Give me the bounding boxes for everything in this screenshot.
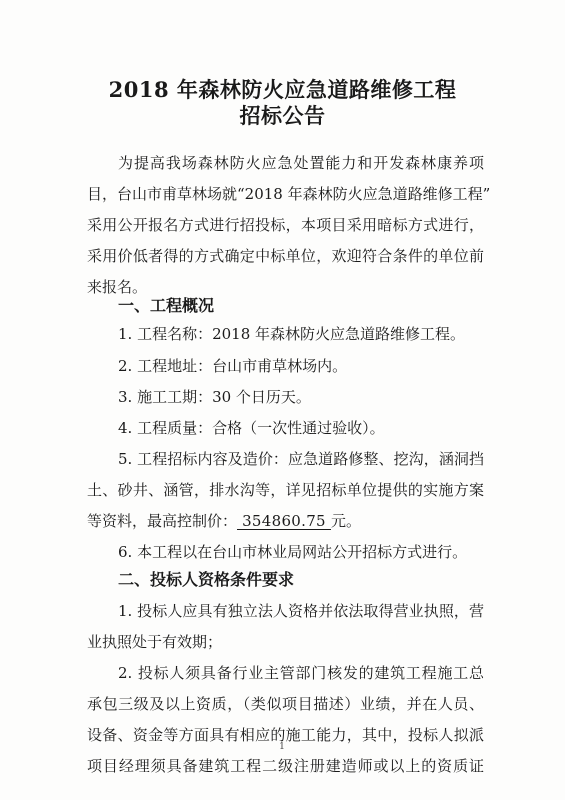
intro-line-5: 来报名。 — [87, 278, 148, 296]
document-title-line2: 招标公告 — [239, 103, 326, 128]
qualification-item2-line1: 2. 投标人须具备行业主管部门核发的建筑工程施工总 — [118, 664, 484, 682]
document-title-line1: 2018 年森林防火应急道路维修工程 — [108, 77, 457, 102]
intro-line-3: 采用公开报名方式进行招投标，本项目采用暗标方式进行， — [87, 216, 484, 234]
section-heading-overview: 一、工程概况 — [118, 296, 215, 315]
intro-line-1: 为提高我场森林防火应急处置能力和开发森林康养项 — [118, 154, 484, 172]
intro-line-4: 采用价低者得的方式确定中标单位，欢迎符合条件的单位前 — [87, 247, 484, 265]
intro-line-2: 目，台山市甫草林场就“2018 年森林防火应急道路维修工程” — [87, 185, 491, 203]
qualification-item1-line1: 1. 投标人应具有独立法人资格并依法取得营业执照，营 — [118, 602, 484, 620]
overview-item-name: 1. 工程名称：2018 年森林防火应急道路维修工程。 — [118, 325, 466, 343]
section-heading-qualification: 二、投标人资格条件要求 — [118, 570, 295, 589]
page-number: 1 — [279, 742, 285, 752]
overview-item-method: 6. 本工程以在台山市林业局网站公开招标方式进行。 — [118, 543, 468, 561]
qualification-item2-line2: 承包三级及以上资质，（类似项目描述）业绩，并在人员、 — [87, 695, 484, 713]
overview-item-scope-line3 — [87, 511, 361, 531]
overview-item-duration: 3. 施工工期：30 个日历天。 — [118, 388, 311, 406]
price-unit: 元。 — [330, 512, 361, 530]
max-price-value: 354860.75 — [237, 512, 331, 530]
overview-item-address: 2. 工程地址：台山市甫草林场内。 — [118, 357, 348, 375]
qualification-item2-line4: 项目经理须具备建筑工程二级注册建造师或以上的资质证 — [87, 757, 484, 775]
overview-item-scope-line1: 5. 工程招标内容及造价：应急道路修整、挖沟，涵洞挡 — [118, 450, 484, 468]
qualification-item2-line3: 设备、资金等方面具有相应的施工能力，其中，投标人拟派 — [87, 726, 484, 744]
overview-item-scope-line2: 土、砂井、涵管，排水沟等，详见招标单位提供的实施方案 — [87, 481, 484, 499]
max-price-label: 等资料，最高控制价： — [87, 512, 238, 530]
qualification-item1-line2: 业执照处于有效期； — [87, 633, 223, 651]
overview-item-quality: 4. 工程质量：合格（一次性通过验收）。 — [118, 419, 385, 437]
